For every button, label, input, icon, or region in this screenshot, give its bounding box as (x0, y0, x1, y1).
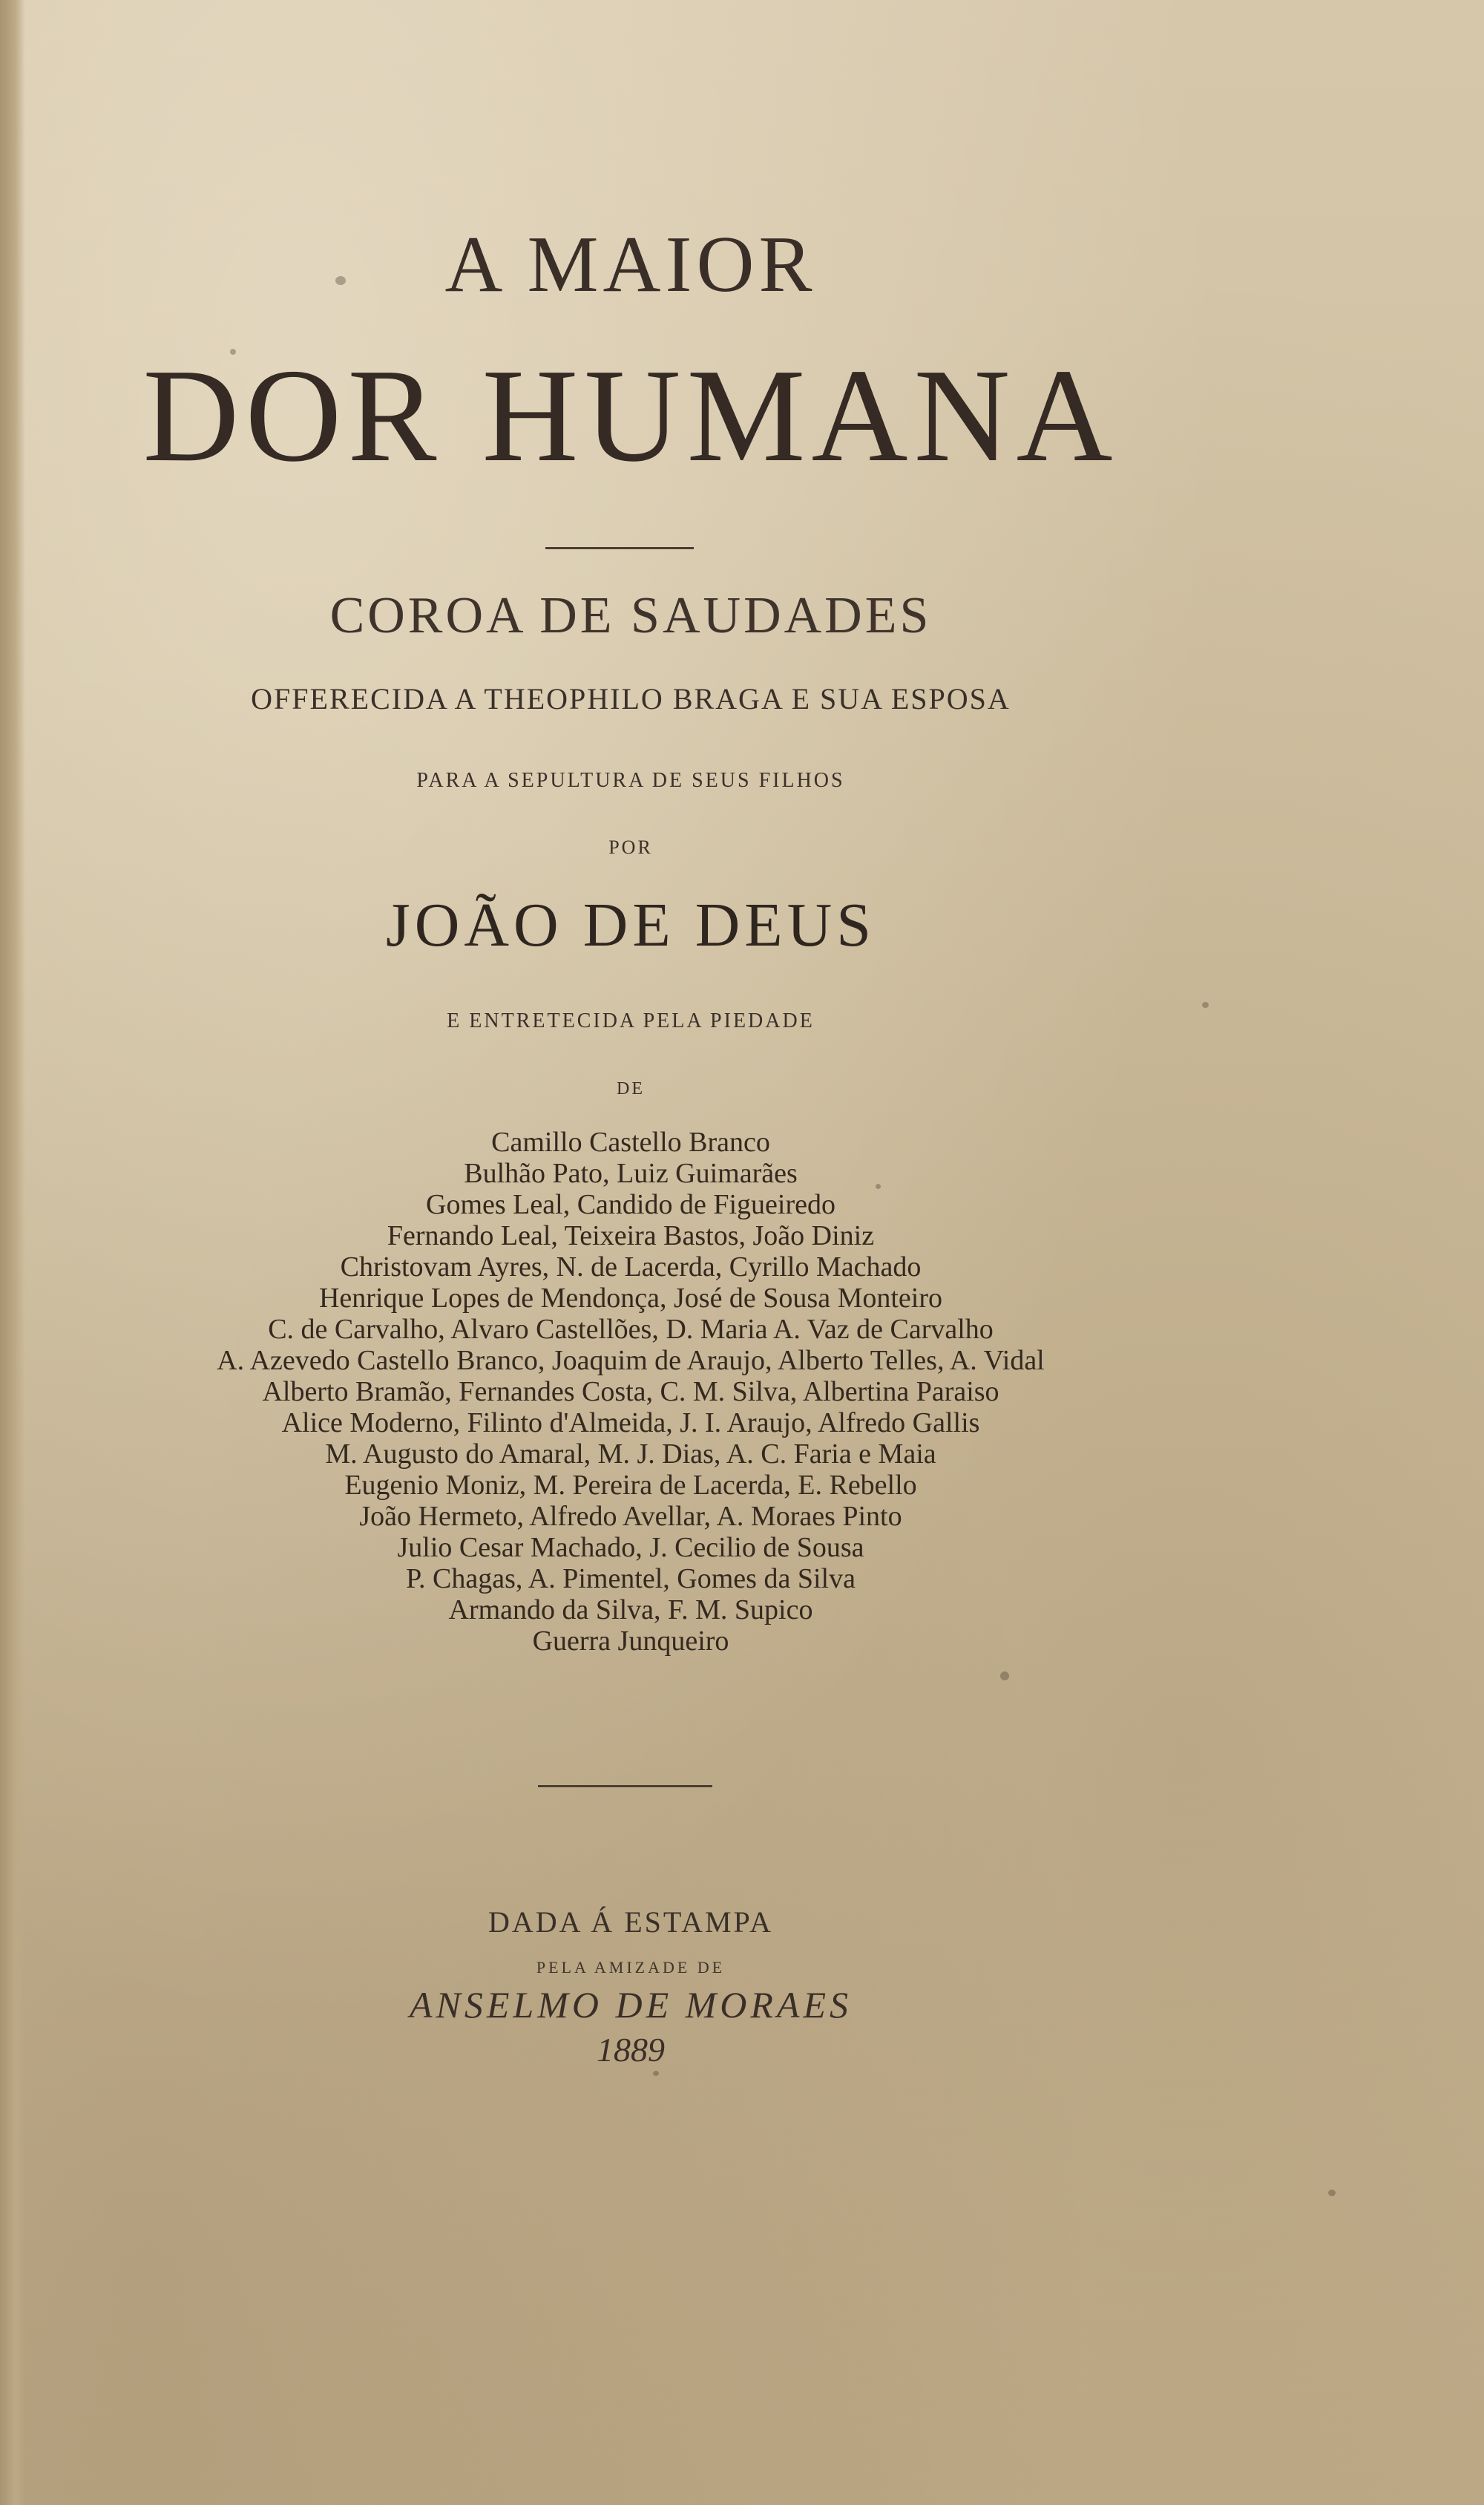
subtitle-line-1: COROA DE SAUDADES (329, 587, 932, 644)
contributor-line: Christovam Ayres, N. de Lacerda, Cyrillo Machado (340, 1251, 922, 1283)
subtitle-line-2: OFFERECIDA A THEOPHILO BRAGA E SUA ESPOSA (251, 682, 1011, 716)
contributor-line: A. Azevedo Castello Branco, Joaquim de Araujo, Alberto Telles, A. Vidal (217, 1345, 1045, 1376)
paper-speck (335, 276, 346, 285)
contributor-line: Alberto Bramão, Fernandes Costa, C. M. Silva, Albertina Paraiso (262, 1376, 999, 1407)
imprint-line-2: PELA AMIZADE DE (536, 1958, 726, 1977)
publication-year: 1889 (597, 2031, 665, 2069)
contributors-de-label: DE (617, 1079, 645, 1098)
contributor-line: Julio Cesar Machado, J. Cecilio de Sousa (397, 1532, 864, 1563)
paper-speck (653, 2071, 659, 2076)
contributor-line: Fernando Leal, Teixeira Bastos, João Diniz (387, 1220, 875, 1251)
paper-speck (876, 1184, 881, 1189)
contributor-line: Guerra Junqueiro (532, 1625, 729, 1657)
imprint-line-1: DADA Á ESTAMPA (487, 1905, 774, 1939)
divider-rule-bottom (538, 1785, 712, 1787)
contributors-intro: E ENTRETECIDA PELA PIEDADE (447, 1009, 815, 1032)
paper-speck (1202, 1002, 1209, 1008)
contributor-line: Bulhão Pato, Luiz Guimarães (464, 1158, 798, 1189)
divider-rule-top (545, 547, 694, 549)
paper-speck (1000, 1671, 1009, 1680)
subtitle-line-3: PARA A SEPULTURA DE SEUS FILHOS (416, 769, 845, 792)
contributor-line: Eugenio Moniz, M. Pereira de Lacerda, E. Rebello (344, 1470, 917, 1501)
publisher-name: ANSELMO DE MORAES (409, 1984, 853, 2026)
contributors-list (111, 1127, 1150, 1657)
contributor-line: Camillo Castello Branco (491, 1127, 770, 1158)
paper-speck (1328, 2190, 1336, 2196)
contributor-line: Gomes Leal, Candido de Figueiredo (426, 1189, 835, 1220)
contributor-line: Armando da Silva, F. M. Supico (448, 1594, 813, 1625)
contributor-line: M. Augusto do Amaral, M. J. Dias, A. C. Faria e Maia (325, 1438, 936, 1470)
contributor-line: C. de Carvalho, Alvaro Castellões, D. Maria A. Vaz de Carvalho (268, 1314, 994, 1345)
page-edge-shadow (0, 0, 25, 2505)
author-name: JOÃO DE DEUS (386, 891, 876, 960)
contributor-line: Alice Moderno, Filinto d'Almeida, J. I. Araujo, Alfredo Gallis (281, 1407, 980, 1438)
by-label: POR (608, 836, 653, 858)
paper-speck (230, 349, 236, 355)
contributor-line: P. Chagas, A. Pimentel, Gomes da Silva (406, 1563, 856, 1594)
contributor-line: João Hermeto, Alfredo Avellar, A. Moraes Pinto (359, 1501, 902, 1532)
title-line-2: DOR HUMANA (142, 341, 1119, 489)
title-line-1: A MAIOR (444, 220, 817, 309)
contributor-line: Henrique Lopes de Mendonça, José de Sousa Monteiro (318, 1283, 943, 1314)
